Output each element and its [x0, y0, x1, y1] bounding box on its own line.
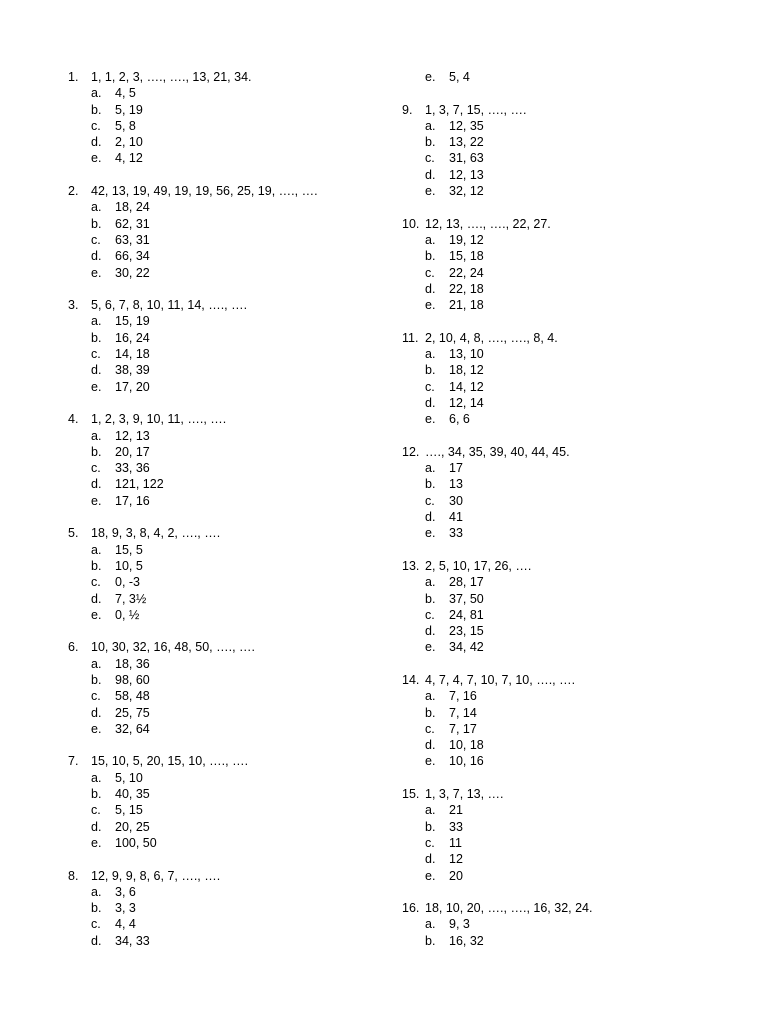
option-text: 10, 5 — [115, 558, 143, 573]
option-letter: b. — [425, 135, 436, 150]
option-text: 14, 12 — [449, 379, 484, 394]
option-text: 3, 6 — [115, 884, 136, 899]
question-line — [402, 330, 732, 346]
answer-option — [425, 835, 732, 851]
option-letter: b. — [425, 249, 436, 264]
answer-option — [91, 574, 398, 590]
option-letter: a. — [425, 118, 436, 133]
option-letter: b. — [91, 558, 102, 573]
option-text: 30 — [449, 493, 463, 508]
option-letter: e. — [91, 493, 102, 508]
option-letter: d. — [425, 510, 436, 525]
answer-option — [91, 346, 398, 362]
option-text: 33 — [449, 819, 463, 834]
question-sequence: 10, 30, 32, 16, 48, 50, …., …. — [91, 640, 255, 655]
question-number: 1. — [68, 70, 79, 84]
question-line — [402, 216, 732, 232]
left-column — [68, 69, 398, 965]
answer-option — [425, 297, 732, 313]
option-letter: d. — [91, 135, 102, 150]
question-sequence: …., 34, 35, 39, 40, 44, 45. — [425, 444, 570, 459]
answer-option — [91, 770, 398, 786]
answer-option — [91, 313, 398, 329]
answer-option — [91, 460, 398, 476]
question-number: 15. — [402, 787, 420, 802]
option-letter: c. — [91, 803, 101, 818]
question-block — [402, 444, 732, 542]
question-sequence: 18, 10, 20, …., …., 16, 32, 24. — [425, 901, 593, 916]
option-letter: c. — [91, 118, 101, 133]
answer-option — [425, 362, 732, 378]
question-8-option-e — [425, 69, 732, 85]
option-text: 0, ½ — [115, 607, 140, 622]
answer-option — [91, 705, 398, 721]
question-block — [68, 411, 398, 509]
option-text: 10, 18 — [449, 738, 484, 753]
answer-option — [425, 525, 732, 541]
question-block — [402, 558, 732, 656]
question-number: 9. — [402, 102, 413, 117]
question-block — [68, 639, 398, 737]
answer-option — [425, 851, 732, 867]
option-text: 11 — [449, 835, 462, 850]
option-letter: e. — [425, 412, 436, 427]
answer-option — [91, 232, 398, 248]
option-letter: b. — [425, 363, 436, 378]
option-letter: d. — [91, 477, 102, 492]
question-number: 6. — [68, 640, 79, 655]
option-text: 98, 60 — [115, 672, 150, 687]
option-letter: d. — [425, 624, 436, 639]
answer-option — [425, 721, 732, 737]
option-letter: d. — [425, 738, 436, 753]
option-text: 34, 42 — [449, 640, 484, 655]
option-text: 100, 50 — [115, 835, 157, 850]
question-sequence: 1, 3, 7, 13, …. — [425, 787, 504, 802]
option-text: 18, 12 — [449, 363, 484, 378]
option-text: 7, 16 — [449, 689, 477, 704]
answer-option — [91, 802, 398, 818]
question-line — [68, 525, 398, 541]
option-letter: d. — [91, 249, 102, 264]
answer-option — [425, 916, 732, 932]
right-column — [402, 69, 732, 965]
option-letter: e. — [425, 526, 436, 541]
answer-option — [91, 672, 398, 688]
question-line — [68, 753, 398, 769]
option-text: 13, 10 — [449, 347, 484, 362]
option-letter: b. — [91, 330, 102, 345]
option-letter: e. — [91, 607, 102, 622]
option-text: 13 — [449, 477, 463, 492]
question-line — [402, 558, 732, 574]
option-text: 4, 4 — [115, 917, 136, 932]
answer-option — [91, 607, 398, 623]
question-line — [68, 639, 398, 655]
option-letter: a. — [425, 689, 436, 704]
option-letter: b. — [425, 819, 436, 834]
question-block — [402, 900, 732, 949]
option-text: 5, 15 — [115, 803, 143, 818]
answer-option — [425, 281, 732, 297]
option-text: 4, 5 — [115, 86, 136, 101]
question-sequence: 1, 1, 2, 3, …., …., 13, 21, 34. — [91, 70, 252, 84]
option-letter: a. — [91, 314, 102, 329]
question-sequence: 12, 9, 9, 8, 6, 7, …., …. — [91, 868, 221, 883]
option-text: 33 — [449, 526, 463, 541]
answer-option — [91, 884, 398, 900]
option-text: 31, 63 — [449, 151, 484, 166]
option-letter: a. — [425, 461, 436, 476]
option-text: 15, 19 — [115, 314, 150, 329]
option-text: 12, 13 — [115, 428, 150, 443]
option-letter: a. — [425, 917, 436, 932]
answer-option — [91, 330, 398, 346]
option-text: 24, 81 — [449, 607, 484, 622]
option-text: 12, 14 — [449, 395, 484, 410]
answer-option — [425, 639, 732, 655]
option-letter: c. — [425, 607, 435, 622]
option-text: 16, 32 — [449, 933, 484, 948]
answer-option — [91, 444, 398, 460]
question-sequence: 1, 2, 3, 9, 10, 11, …., …. — [91, 412, 227, 427]
answer-option — [91, 199, 398, 215]
option-letter: b. — [91, 216, 102, 231]
option-text: 10, 16 — [449, 754, 484, 769]
question-block — [68, 525, 398, 623]
option-letter: b. — [91, 444, 102, 459]
answer-option — [425, 379, 732, 395]
option-letter: e. — [91, 721, 102, 736]
question-number: 7. — [68, 754, 79, 769]
option-text: 12, 35 — [449, 118, 484, 133]
option-letter: d. — [91, 933, 102, 948]
option-letter: a. — [91, 884, 102, 899]
option-text: 18, 36 — [115, 656, 150, 671]
option-letter: c. — [425, 265, 435, 280]
option-text: 5, 10 — [115, 770, 143, 785]
option-text: 2, 10 — [115, 135, 143, 150]
question-line — [68, 868, 398, 884]
option-letter: e. — [425, 868, 436, 883]
question-block — [402, 216, 732, 314]
answer-option — [425, 819, 732, 835]
option-text: 13, 22 — [449, 135, 484, 150]
question-block — [68, 753, 398, 851]
question-block — [68, 868, 398, 949]
answer-option — [425, 737, 732, 753]
option-text: 17, 16 — [115, 493, 150, 508]
question-sequence: 4, 7, 4, 7, 10, 7, 10, …., …. — [425, 672, 576, 687]
option-text: 41 — [449, 510, 463, 525]
answer-option — [425, 134, 732, 150]
answer-option — [425, 623, 732, 639]
answer-option — [91, 916, 398, 932]
option-text: 62, 31 — [115, 216, 150, 231]
answer-option — [425, 248, 732, 264]
answer-option — [91, 558, 398, 574]
option-letter: a. — [425, 803, 436, 818]
answer-option — [425, 476, 732, 492]
question-line — [402, 786, 732, 802]
question-line — [402, 672, 732, 688]
question-number: 10. — [402, 216, 420, 231]
option-text: 66, 34 — [115, 249, 150, 264]
question-sequence: 42, 13, 19, 49, 19, 19, 56, 25, 19, …., …. — [91, 184, 318, 199]
option-text: 4, 12 — [115, 151, 143, 166]
option-letter: e. — [91, 835, 102, 850]
answer-option — [91, 85, 398, 101]
option-text: 9, 3 — [449, 917, 470, 932]
question-block — [68, 183, 398, 281]
option-text: 32, 64 — [115, 721, 150, 736]
option-letter: c. — [425, 493, 435, 508]
option-text: 20, 25 — [115, 819, 150, 834]
answer-option — [91, 102, 398, 118]
question-number: 5. — [68, 526, 79, 541]
answer-option — [425, 705, 732, 721]
answer-option — [91, 786, 398, 802]
answer-option — [425, 167, 732, 183]
answer-option — [91, 900, 398, 916]
option-text: 7, 14 — [449, 705, 477, 720]
option-letter: d. — [91, 705, 102, 720]
question-number: 14. — [402, 672, 420, 687]
option-text: 15, 5 — [115, 542, 143, 557]
question-block — [402, 786, 732, 884]
option-letter: a. — [425, 347, 436, 362]
option-text: 17 — [449, 461, 463, 476]
answer-option — [91, 476, 398, 492]
answer-option — [425, 574, 732, 590]
question-line — [68, 297, 398, 313]
option-letter: a. — [91, 428, 102, 443]
option-letter: a. — [91, 770, 102, 785]
option-letter: d. — [425, 167, 436, 182]
option-text: 37, 50 — [449, 591, 484, 606]
option-text: 33, 36 — [115, 461, 150, 476]
question-number: 11. — [402, 330, 419, 345]
answer-option — [91, 656, 398, 672]
option-text: 18, 24 — [115, 200, 150, 215]
option-letter: e. — [425, 754, 436, 769]
option-letter: b. — [91, 787, 102, 802]
answer-option — [91, 542, 398, 558]
answer-option — [91, 819, 398, 835]
option-text: 16, 24 — [115, 330, 150, 345]
option-letter: c. — [425, 379, 435, 394]
option-text: 30, 22 — [115, 265, 150, 280]
option-text: 5, 4 — [449, 70, 470, 84]
question-block — [68, 297, 398, 395]
option-text: 58, 48 — [115, 689, 150, 704]
answer-option — [91, 248, 398, 264]
option-letter: e. — [91, 379, 102, 394]
option-text: 23, 15 — [449, 624, 484, 639]
answer-option — [91, 150, 398, 166]
answer-option — [425, 460, 732, 476]
question-sequence: 12, 13, …., …., 22, 27. — [425, 216, 551, 231]
question-sequence: 5, 6, 7, 8, 10, 11, 14, …., …. — [91, 298, 248, 313]
option-letter: e. — [425, 184, 436, 199]
answer-option — [425, 395, 732, 411]
question-number: 3. — [68, 298, 79, 313]
answer-option — [91, 428, 398, 444]
answer-option — [425, 933, 732, 949]
answer-option — [425, 688, 732, 704]
question-line — [68, 411, 398, 427]
option-letter: a. — [91, 200, 102, 215]
option-text: 15, 18 — [449, 249, 484, 264]
option-letter: c. — [425, 151, 435, 166]
option-text: 3, 3 — [115, 901, 136, 916]
option-letter: c. — [425, 835, 435, 850]
option-text: 63, 31 — [115, 232, 150, 247]
question-number: 2. — [68, 184, 79, 199]
answer-option — [425, 802, 732, 818]
answer-option — [91, 134, 398, 150]
option-text: 22, 24 — [449, 265, 484, 280]
option-text: 17, 20 — [115, 379, 150, 394]
question-line — [402, 900, 732, 916]
answer-option — [91, 835, 398, 851]
option-letter: e. — [91, 151, 102, 166]
option-text: 5, 8 — [115, 118, 136, 133]
question-block — [402, 102, 732, 200]
option-letter: c. — [91, 232, 101, 247]
option-text: 19, 12 — [449, 232, 484, 247]
question-number: 12. — [402, 444, 420, 459]
answer-option — [91, 721, 398, 737]
answer-option — [91, 118, 398, 134]
answer-option — [91, 933, 398, 949]
question-line — [68, 183, 398, 199]
answer-option — [425, 509, 732, 525]
answer-option — [91, 379, 398, 395]
question-block — [402, 672, 732, 770]
option-text: 22, 18 — [449, 281, 484, 296]
option-text: 12 — [449, 852, 463, 867]
option-letter: e. — [425, 640, 436, 655]
question-number: 8. — [68, 868, 79, 883]
option-letter: b. — [91, 102, 102, 117]
option-text: 25, 75 — [115, 705, 150, 720]
option-letter: e. — [425, 298, 436, 313]
question-sequence: 18, 9, 3, 8, 4, 2, …., …. — [91, 526, 221, 541]
answer-option — [425, 868, 732, 884]
question-number: 16. — [402, 901, 420, 916]
option-letter: a. — [91, 86, 102, 101]
option-letter: d. — [425, 852, 436, 867]
question-line — [402, 102, 732, 118]
option-letter: c. — [425, 721, 435, 736]
answer-option — [425, 411, 732, 427]
option-letter: b. — [425, 933, 436, 948]
option-letter: d. — [91, 591, 102, 606]
option-text: 20 — [449, 868, 463, 883]
option-text: 121, 122 — [115, 477, 164, 492]
option-text: 7, 17 — [449, 721, 477, 736]
option-letter: c. — [91, 917, 101, 932]
option-letter: e. — [91, 265, 102, 280]
option-letter: d. — [425, 395, 436, 410]
answer-option — [425, 183, 732, 199]
answer-option — [425, 118, 732, 134]
question-line — [68, 69, 398, 85]
option-letter: a. — [425, 575, 436, 590]
option-text: 12, 13 — [449, 167, 484, 182]
option-text: 7, 3½ — [115, 591, 147, 606]
option-letter: c. — [91, 575, 101, 590]
option-text: 6, 6 — [449, 412, 470, 427]
question-block — [68, 69, 398, 167]
answer-option — [91, 265, 398, 281]
question-sequence: 2, 5, 10, 17, 26, …. — [425, 558, 532, 573]
option-letter: a. — [425, 232, 436, 247]
question-sequence: 15, 10, 5, 20, 15, 10, …., …. — [91, 754, 249, 769]
answer-option — [91, 493, 398, 509]
option-text: 5, 19 — [115, 102, 143, 117]
option-letter: e. — [425, 70, 436, 84]
option-text: 20, 17 — [115, 444, 150, 459]
option-text: 28, 17 — [449, 575, 484, 590]
option-text: 32, 12 — [449, 184, 484, 199]
option-text: 40, 35 — [115, 787, 150, 802]
option-letter: d. — [91, 363, 102, 378]
answer-option — [91, 591, 398, 607]
option-text: 38, 39 — [115, 363, 150, 378]
answer-option — [91, 362, 398, 378]
option-text: 34, 33 — [115, 933, 150, 948]
option-letter: b. — [425, 705, 436, 720]
answer-option — [425, 493, 732, 509]
answer-option — [425, 265, 732, 281]
option-letter: a. — [91, 656, 102, 671]
question-sequence: 1, 3, 7, 15, …., …. — [425, 102, 527, 117]
answer-option — [425, 591, 732, 607]
answer-option — [425, 232, 732, 248]
option-text: 0, -3 — [115, 575, 141, 590]
option-text: 21, 18 — [449, 298, 484, 313]
option-letter: b. — [91, 901, 102, 916]
question-line — [402, 444, 732, 460]
option-letter: a. — [91, 542, 102, 557]
option-letter: c. — [91, 689, 101, 704]
option-letter: d. — [425, 281, 436, 296]
option-letter: c. — [91, 461, 101, 476]
option-letter: b. — [91, 672, 102, 687]
answer-option — [425, 150, 732, 166]
option-letter: d. — [91, 819, 102, 834]
question-number: 13. — [402, 558, 420, 573]
question-number: 4. — [68, 412, 79, 427]
answer-option — [91, 688, 398, 704]
answer-option — [91, 216, 398, 232]
option-letter: c. — [91, 347, 101, 362]
answer-option — [425, 753, 732, 769]
option-letter: b. — [425, 477, 436, 492]
question-sequence: 2, 10, 4, 8, …., …., 8, 4. — [425, 330, 558, 345]
option-text: 21 — [449, 803, 463, 818]
option-text: 14, 18 — [115, 347, 150, 362]
answer-option — [425, 346, 732, 362]
option-letter: b. — [425, 591, 436, 606]
question-block — [402, 330, 732, 428]
answer-option — [425, 607, 732, 623]
